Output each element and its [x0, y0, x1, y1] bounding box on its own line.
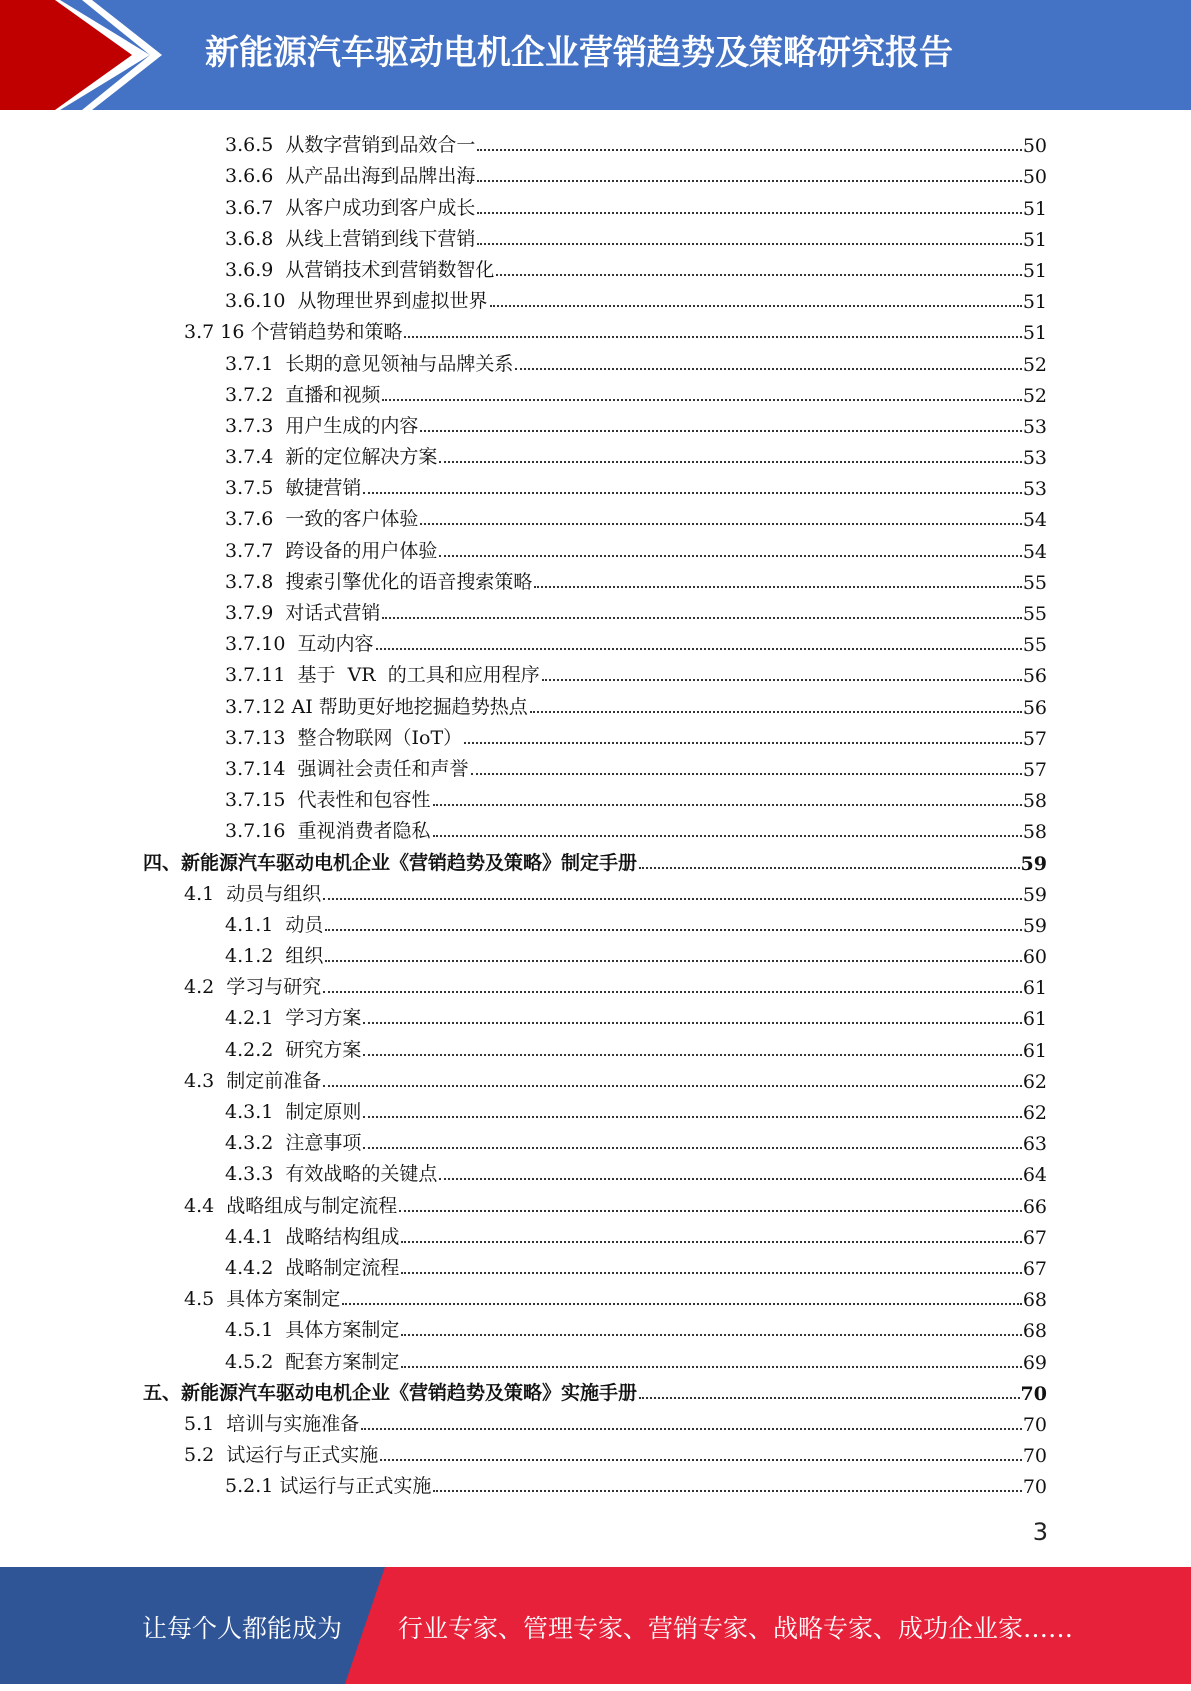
toc-entry-title: 3.7.10 互动内容 [225, 633, 374, 656]
toc-entry-title: 5.1 培训与实施准备 [184, 1412, 360, 1435]
toc-entry[interactable] [0, 1218, 1191, 1249]
toc-dot-leader [534, 586, 1021, 588]
toc-dot-leader [477, 180, 1021, 182]
toc-entry-page: 61 [1022, 977, 1047, 1000]
toc-entry[interactable] [0, 1311, 1191, 1342]
toc-dot-leader [380, 1459, 1022, 1461]
toc-entry[interactable] [0, 282, 1191, 313]
toc-dot-leader [401, 1272, 1021, 1274]
toc-entry-title: 3.7.14 强调社会责任和声誉 [225, 757, 469, 780]
toc-entry-page: 58 [1022, 790, 1047, 813]
toc-dot-leader [477, 149, 1021, 151]
toc-entry-title: 4.1 动员与组织 [184, 882, 322, 905]
toc-dot-leader [363, 1054, 1021, 1056]
toc-chapter-entry[interactable] [0, 843, 1191, 874]
toc-dot-leader [323, 1085, 1022, 1087]
toc-entry[interactable] [0, 625, 1191, 656]
toc-dot-leader [363, 1022, 1021, 1024]
toc-dot-leader [530, 711, 1022, 713]
toc-entry[interactable] [0, 1030, 1191, 1061]
toc-dot-leader [477, 212, 1021, 214]
toc-entry-page: 70 [1022, 1476, 1047, 1499]
toc-entry-page: 54 [1022, 509, 1047, 532]
toc-entry-page: 51 [1022, 228, 1047, 251]
toc-entry-title: 3.6.8 从线上营销到线下营销 [225, 227, 476, 250]
toc-entry-page: 55 [1022, 634, 1047, 657]
toc-dot-leader [433, 804, 1022, 806]
toc-entry-page: 67 [1022, 1257, 1047, 1280]
footer-roles: 行业专家、管理专家、营销专家、战略专家、成功企业家…… [398, 1614, 1074, 1643]
toc-entry-page: 67 [1022, 1226, 1047, 1249]
toc-dot-leader [490, 305, 1022, 307]
toc-dot-leader [433, 1490, 1021, 1492]
toc-entry[interactable] [0, 126, 1191, 157]
toc-entry-page: 59 [1020, 852, 1047, 875]
toc-entry-page: 56 [1022, 665, 1047, 688]
toc-entry[interactable] [0, 563, 1191, 594]
toc-entry[interactable] [0, 781, 1191, 812]
toc-entry-page: 64 [1022, 1164, 1047, 1187]
toc-entry[interactable] [0, 407, 1191, 438]
toc-entry-page: 53 [1022, 415, 1047, 438]
toc-entry-page: 62 [1022, 1070, 1047, 1093]
toc-entry-page: 69 [1022, 1351, 1047, 1374]
toc-entry-page: 55 [1022, 603, 1047, 625]
toc-entry-title: 3.7.11 基于 VR 的工具和应用程序 [225, 664, 540, 687]
toc-dot-leader [382, 399, 1021, 401]
toc-entry-title: 5.2 试运行与正式实施 [184, 1444, 379, 1467]
toc-chapter-entry[interactable] [0, 1374, 1191, 1405]
toc-entry[interactable] [0, 1342, 1191, 1373]
toc-dot-leader [401, 1334, 1021, 1336]
toc-entry-title: 3.7.13 整合物联网（IoT） [225, 726, 463, 749]
toc-dot-leader [399, 1210, 1022, 1212]
toc-entry-page: 50 [1022, 135, 1047, 158]
toc-entry-title: 4.3.2 注意事项 [225, 1132, 362, 1155]
toc-entry-title: 3.7.8 搜索引擎优化的语音搜索策略 [225, 570, 533, 593]
toc-dot-leader [404, 336, 1021, 338]
page-footer [0, 1567, 1191, 1684]
toc-dot-leader [420, 430, 1021, 432]
toc-entry-title: 四、新能源汽车驱动电机企业《营销趋势及策略》制定手册 [143, 851, 638, 874]
toc-entry[interactable] [0, 376, 1191, 407]
toc-entry-title: 4.5.2 配套方案制定 [225, 1350, 400, 1373]
toc-dot-leader [361, 1428, 1022, 1430]
toc-entry[interactable] [0, 875, 1191, 906]
toc-entry-title: 3.6.5 从数字营销到品效合一 [225, 134, 476, 157]
toc-dot-leader [363, 1116, 1021, 1118]
toc-entry[interactable] [0, 1093, 1191, 1124]
toc-dot-leader [439, 461, 1021, 463]
toc-entry-title: 3.7.1 长期的意见领袖与品牌关系 [225, 352, 514, 375]
toc-entry[interactable] [0, 251, 1191, 282]
toc-dot-leader [363, 1147, 1021, 1149]
toc-entry-page: 59 [1022, 883, 1047, 906]
toc-entry-title: 3.7.6 一致的客户体验 [225, 508, 419, 531]
toc-entry-title: 4.2.2 研究方案 [225, 1038, 362, 1061]
toc-entry-title: 4.2.1 学习方案 [225, 1007, 362, 1030]
toc-entry[interactable] [0, 1124, 1191, 1155]
toc-dot-leader [420, 523, 1021, 525]
toc-entry-title: 3.6.7 从客户成功到客户成长 [225, 196, 476, 219]
toc-entry-page: 63 [1022, 1133, 1047, 1156]
toc-entry-title: 3.7.9 对话式营销 [225, 602, 381, 624]
toc-dot-leader [325, 960, 1021, 962]
toc-dot-leader [496, 274, 1021, 276]
toc-entry[interactable] [0, 594, 1191, 625]
toc-dot-leader [401, 1366, 1021, 1368]
toc-entry-page: 53 [1022, 447, 1047, 470]
toc-entry-page: 56 [1022, 696, 1047, 719]
toc-entry-title: 3.7.15 代表性和包容性 [225, 789, 431, 812]
toc-entry-title: 3.7.12 AI 帮助更好地挖掘趋势热点 [225, 695, 528, 718]
toc-entry[interactable] [0, 188, 1191, 219]
toc-entry-title: 4.4 战略组成与制定流程 [184, 1194, 398, 1217]
toc-entry-title: 4.5.1 具体方案制定 [225, 1319, 400, 1342]
table-of-contents [0, 126, 1191, 1498]
toc-entry[interactable] [0, 719, 1191, 750]
toc-entry[interactable] [0, 906, 1191, 937]
toc-entry-title: 3.7.7 跨设备的用户体验 [225, 539, 438, 562]
toc-entry[interactable] [0, 438, 1191, 469]
toc-entry[interactable] [0, 344, 1191, 375]
toc-dot-leader [433, 835, 1022, 837]
toc-entry-title: 3.6.9 从营销技术到营销数智化 [225, 258, 495, 281]
toc-entry-page: 52 [1022, 353, 1047, 376]
toc-entry-title: 4.3.1 制定原则 [225, 1101, 362, 1123]
toc-entry[interactable] [0, 157, 1191, 188]
toc-entry-page: 55 [1022, 571, 1047, 594]
toc-dot-leader [639, 1397, 1020, 1399]
toc-entry-page: 61 [1022, 1008, 1047, 1031]
toc-dot-leader [471, 773, 1022, 775]
toc-entry-page: 70 [1022, 1445, 1047, 1468]
toc-entry-page: 53 [1022, 478, 1047, 501]
toc-entry[interactable] [0, 1062, 1191, 1093]
toc-entry-page: 66 [1022, 1195, 1047, 1218]
toc-entry-page: 51 [1022, 259, 1047, 282]
toc-dot-leader [323, 991, 1022, 993]
toc-dot-leader [401, 1241, 1021, 1243]
toc-entry-title: 4.1.2 组织 [225, 945, 324, 968]
toc-entry[interactable] [0, 687, 1191, 718]
toc-entry-page: 58 [1022, 821, 1047, 844]
toc-entry-page: 62 [1022, 1102, 1047, 1124]
toc-entry[interactable] [0, 1280, 1191, 1311]
toc-entry[interactable] [0, 313, 1191, 344]
toc-entry-title: 3.6.6 从产品出海到品牌出海 [225, 165, 476, 188]
toc-dot-leader [363, 492, 1021, 494]
toc-entry-page: 57 [1022, 727, 1047, 750]
toc-entry-page: 68 [1022, 1289, 1047, 1312]
toc-entry-page: 57 [1022, 758, 1047, 781]
toc-entry[interactable] [0, 937, 1191, 968]
toc-entry[interactable] [0, 750, 1191, 781]
toc-entry-title: 3.7.16 重视消费者隐私 [225, 820, 431, 843]
toc-entry[interactable] [0, 1155, 1191, 1186]
toc-dot-leader [639, 867, 1020, 869]
toc-entry-page: 68 [1022, 1320, 1047, 1343]
toc-entry[interactable] [0, 1436, 1191, 1467]
report-title: 新能源汽车驱动电机企业营销趋势及策略研究报告 [205, 33, 953, 73]
toc-entry-page: 70 [1022, 1413, 1047, 1436]
toc-entry-title: 4.3 制定前准备 [184, 1069, 322, 1092]
toc-entry-page: 60 [1022, 946, 1047, 969]
toc-entry-title: 4.4.1 战略结构组成 [225, 1225, 400, 1248]
toc-entry-title: 五、新能源汽车驱动电机企业《营销趋势及策略》实施手册 [143, 1381, 638, 1404]
toc-dot-leader [382, 617, 1021, 619]
toc-entry-page: 51 [1022, 322, 1047, 345]
toc-entry-page: 61 [1022, 1039, 1047, 1062]
toc-dot-leader [439, 555, 1021, 557]
toc-entry[interactable] [0, 1249, 1191, 1280]
toc-dot-leader [515, 368, 1021, 370]
toc-entry-page: 54 [1022, 540, 1047, 563]
toc-dot-leader [325, 929, 1021, 931]
toc-entry-page: 51 [1022, 291, 1047, 314]
toc-entry-page: 59 [1022, 914, 1047, 937]
toc-entry-title: 5.2.1 试运行与正式实施 [225, 1475, 432, 1498]
toc-entry[interactable] [0, 1467, 1191, 1498]
toc-entry-page: 51 [1022, 197, 1047, 220]
toc-dot-leader [477, 243, 1021, 245]
footer-slogan: 让每个人都能成为 [142, 1614, 343, 1643]
toc-entry-title: 3.7.4 新的定位解决方案 [225, 446, 438, 469]
toc-entry[interactable] [0, 1186, 1191, 1217]
toc-dot-leader [376, 648, 1022, 650]
page-header [0, 0, 1191, 110]
toc-dot-leader [323, 898, 1022, 900]
toc-entry-title: 4.3.3 有效战略的关键点 [225, 1163, 438, 1186]
toc-entry[interactable] [0, 656, 1191, 687]
toc-entry[interactable] [0, 812, 1191, 843]
toc-entry[interactable] [0, 220, 1191, 251]
toc-entry-page: 70 [1020, 1382, 1047, 1405]
page-number: 3 [1032, 1518, 1048, 1546]
toc-entry-title: 4.4.2 战略制定流程 [225, 1256, 400, 1279]
toc-entry-title: 3.7.3 用户生成的内容 [225, 414, 419, 437]
toc-entry-page: 50 [1022, 166, 1047, 189]
toc-entry[interactable] [0, 500, 1191, 531]
toc-dot-leader [542, 679, 1022, 681]
toc-entry-title: 3.7 16 个营销趋势和策略 [184, 321, 403, 344]
toc-dot-leader [464, 742, 1022, 744]
toc-dot-leader [439, 1178, 1021, 1180]
toc-entry-title: 3.6.10 从物理世界到虚拟世界 [225, 290, 488, 313]
toc-entry-title: 3.7.2 直播和视频 [225, 383, 381, 406]
toc-entry[interactable] [0, 968, 1191, 999]
toc-dot-leader [342, 1303, 1022, 1305]
toc-entry-title: 4.5 具体方案制定 [184, 1288, 341, 1311]
toc-entry-title: 4.1.1 动员 [225, 913, 324, 936]
toc-entry[interactable] [0, 531, 1191, 562]
toc-entry[interactable] [0, 469, 1191, 500]
toc-entry[interactable] [0, 999, 1191, 1030]
toc-entry-title: 3.7.5 敏捷营销 [225, 477, 362, 500]
toc-entry-page: 52 [1022, 384, 1047, 407]
toc-entry[interactable] [0, 1405, 1191, 1436]
toc-entry-title: 4.2 学习与研究 [184, 976, 322, 999]
